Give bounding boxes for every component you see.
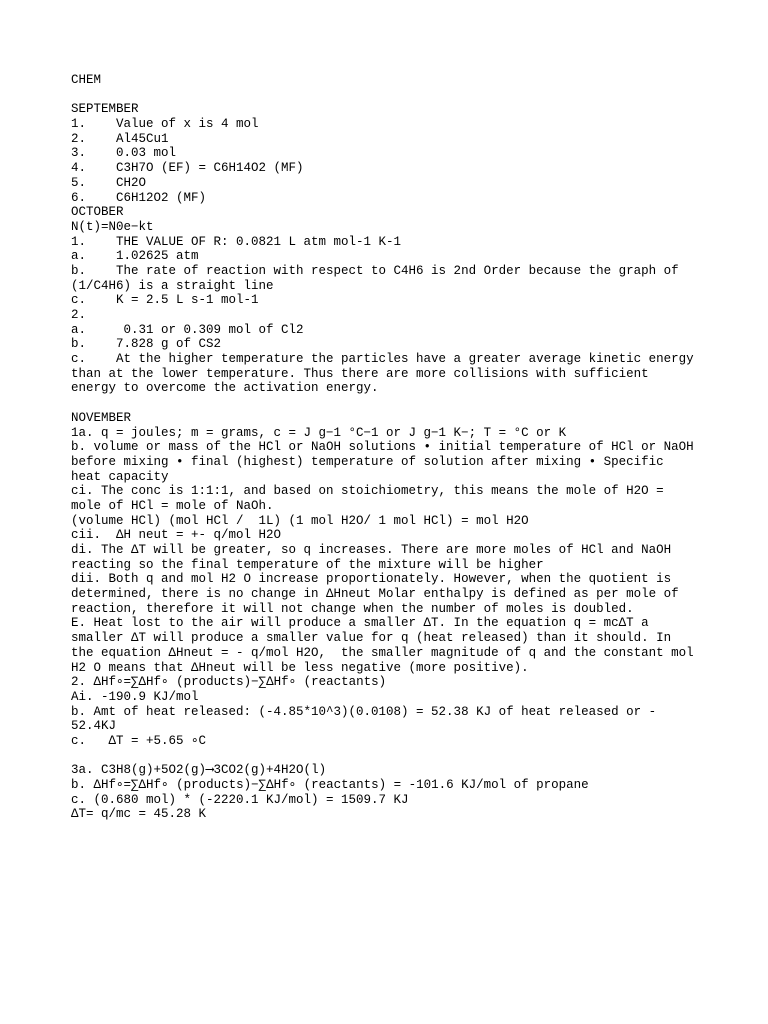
doc-line: c. ΔT = +5.65 ∘C	[71, 733, 207, 748]
doc-line: 5. CH2O	[71, 175, 147, 190]
doc-line: before mixing • final (highest) temperature of solution after mixing • Specific	[71, 454, 664, 469]
doc-line: c. At the higher temperature the particles have a greater average kinetic energy	[71, 352, 694, 367]
doc-line: 2. ΔHf∘=∑ΔHf∘ (products)−∑ΔHf∘ (reactants)	[71, 675, 387, 690]
doc-line: c. (0.680 mol) * (-2220.1 KJ/mol) = 1509.7 KJ	[71, 792, 409, 807]
doc-line: CHEM	[71, 73, 102, 87]
doc-line: b. Amt of heat released: (-4.85*10^3)(0.0108) = 52.38 KJ of heat released or -	[71, 704, 657, 719]
doc-line: a. 1.02625 atm	[71, 249, 199, 264]
doc-line: c. K = 2.5 L s-1 mol-1	[71, 293, 259, 308]
doc-line: Ai. -190.9 KJ/mol	[71, 689, 199, 704]
doc-line: cii. ΔH neut = +- q/mol H2O	[71, 528, 282, 543]
doc-line: 3. 0.03 mol	[71, 146, 177, 161]
doc-line: 4. C3H7O (EF) = C6H14O2 (MF)	[71, 161, 304, 176]
doc-line: 1. Value of x is 4 mol	[71, 117, 259, 132]
doc-line: b. volume or mass of the HCl or NaOH solutions • initial temperature of HCl or NaOH	[71, 440, 694, 455]
doc-line: reacting so the final temperature of the mixture will be higher	[71, 557, 544, 572]
section-heading: SEPTEMBER	[71, 102, 139, 117]
doc-line: a. 0.31 or 0.309 mol of Cl2	[71, 322, 304, 337]
doc-line: b. 7.828 g of CS2	[71, 337, 222, 352]
section-heading: OCTOBER	[71, 205, 124, 220]
doc-line: N(t)=N0e−kt	[71, 219, 154, 234]
blank-line	[71, 749, 711, 764]
doc-line: 1a. q = joules; m = grams, c = J g−1 °C−1 or J g−1 K−; T = °C or K	[71, 425, 567, 440]
doc-line: b. ΔHf∘=∑ΔHf∘ (products)−∑ΔHf∘ (reactants) = -101.6 KJ/mol of propane	[71, 778, 589, 792]
doc-line: determined, there is no change in ΔHneut Molar enthalpy is defined as per mole of	[71, 587, 679, 602]
doc-line: (volume HCl) (mol HCl / 1L) (1 mol H2O/ 1 mol HCl) = mol H2O	[71, 513, 529, 528]
doc-line: E. Heat lost to the air will produce a smaller ΔT. In the equation q = mcΔT a	[71, 616, 649, 631]
doc-line: dii. Both q and mol H2 O increase proportionately. However, when the quotient is	[71, 572, 672, 587]
doc-line: di. The ΔT will be greater, so q increases. There are more moles of HCl and NaOH	[71, 543, 672, 557]
section-heading: NOVEMBER	[71, 410, 132, 425]
doc-line: (1/C4H6) is a straight line	[71, 278, 274, 293]
doc-line: smaller ΔT will produce a smaller value for q (heat released) than it should. In	[71, 631, 672, 646]
document-body	[71, 73, 711, 822]
doc-line: heat capacity	[71, 469, 169, 484]
doc-line: H2 O means that ΔHneut will be less negative (more positive).	[71, 660, 529, 675]
doc-line: 2. Al45Cu1	[71, 131, 169, 146]
doc-line: the equation ΔHneut = - q/mol H2O, the smaller magnitude of q and the constant mol	[71, 645, 694, 660]
doc-line: 2.	[71, 308, 87, 322]
blank-line	[71, 396, 711, 411]
doc-line: energy to overcome the activation energy.	[71, 381, 379, 396]
doc-line: 6. C6H12O2 (MF)	[71, 190, 207, 205]
doc-line: reaction, therefore it will not change when the number of moles is doubled.	[71, 601, 634, 616]
doc-line: mole of HCl = mole of NaOh.	[71, 498, 274, 513]
doc-line: 52.4KJ	[71, 719, 117, 734]
doc-line: 1. THE VALUE OF R: 0.0821 L atm mol-1 K-1	[71, 234, 402, 249]
doc-line: 3a. C3H8(g)+5O2(g)⟶3CO2(g)+4H2O(l)	[71, 763, 327, 778]
doc-line: b. The rate of reaction with respect to C4H6 is 2nd Order because the graph of	[71, 263, 679, 278]
doc-line: ci. The conc is 1:1:1, and based on stoichiometry, this means the mole of H2O =	[71, 484, 664, 499]
doc-line: than at the lower temperature. Thus there are more collisions with sufficient	[71, 366, 649, 381]
doc-line: ΔT= q/mc = 45.28 K	[71, 807, 207, 822]
blank-line	[71, 88, 711, 103]
